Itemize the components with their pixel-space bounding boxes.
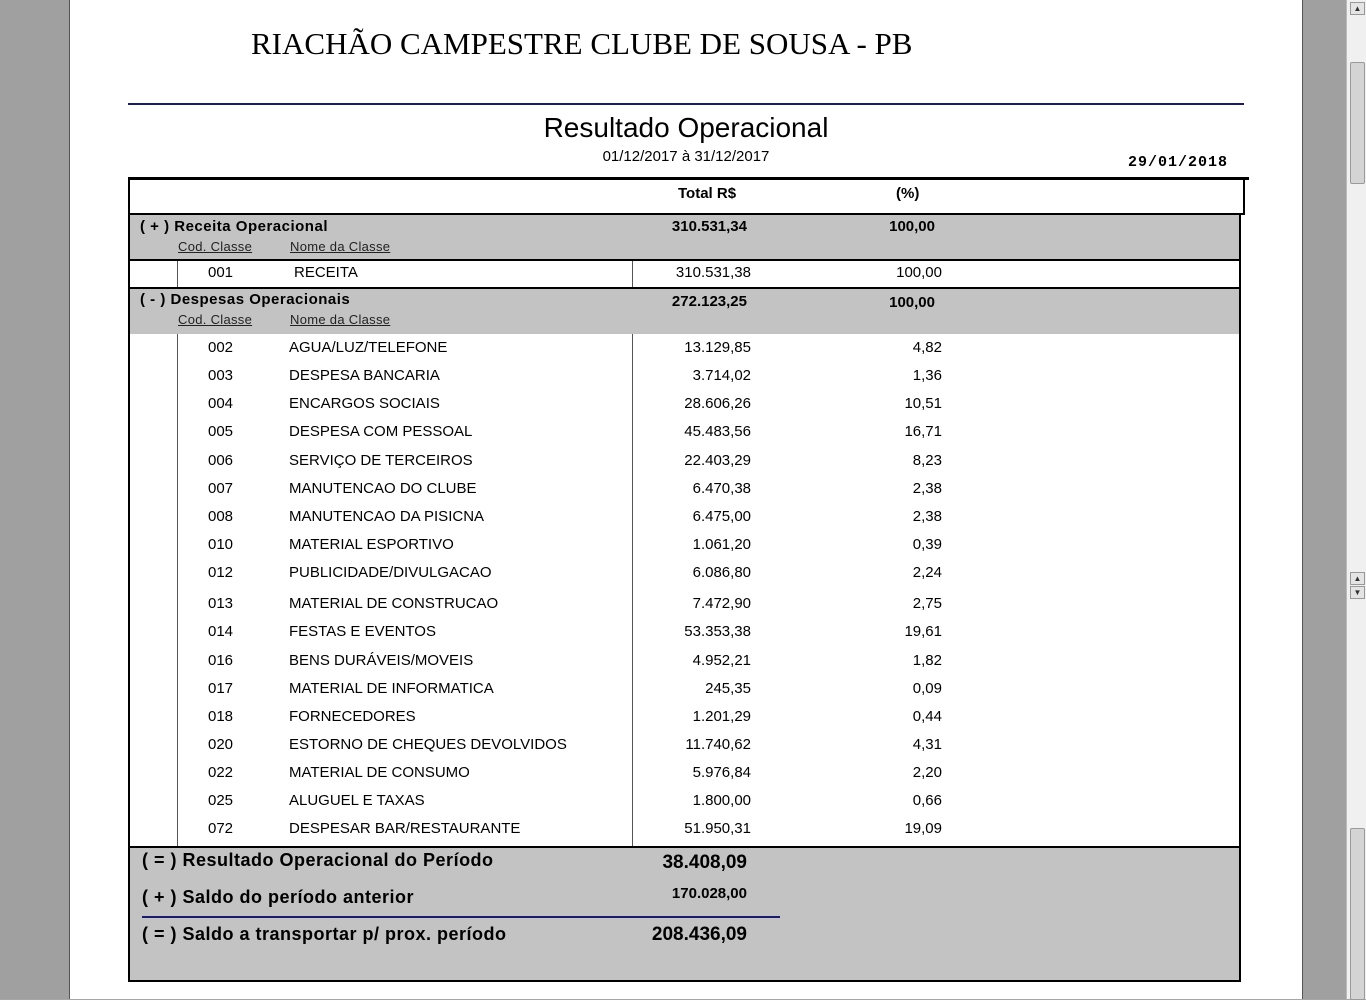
row-value: 45.483,56 — [684, 423, 751, 440]
row-name: AGUA/LUZ/TELEFONE — [289, 339, 448, 356]
table-row — [130, 623, 1243, 651]
row-name: MATERIAL DE CONSTRUCAO — [289, 595, 499, 612]
row-value: 51.950,31 — [684, 820, 751, 837]
table-row — [130, 536, 1243, 564]
row-cod: 002 — [208, 339, 234, 356]
row-name: MATERIAL DE INFORMATICA — [289, 680, 494, 697]
header-pct: (%) — [896, 185, 920, 202]
table-row — [130, 680, 1243, 708]
row-pct: 2,75 — [912, 595, 942, 612]
row-value: 28.606,26 — [684, 395, 751, 412]
row-name: MATERIAL DE CONSUMO — [289, 764, 470, 781]
report-page — [69, 0, 1303, 999]
row-pct: 4,82 — [912, 339, 942, 356]
table-row — [130, 736, 1243, 764]
row-name: MANUTENCAO DO CLUBE — [289, 480, 477, 497]
saldo-anterior-label: ( + ) Saldo do período anterior — [142, 887, 415, 907]
row-cod: 005 — [208, 423, 234, 440]
despesas-total: 272.123,25 — [671, 293, 747, 310]
row-pct: 2,38 — [912, 508, 942, 525]
row-name: FORNECEDORES — [289, 708, 416, 725]
row-value: 245,35 — [705, 680, 751, 697]
row-cod: 007 — [208, 480, 234, 497]
despesas-title: ( - ) Despesas Operacionais — [140, 291, 351, 308]
row-name: DESPESA BANCARIA — [289, 367, 440, 384]
table-row — [130, 820, 1243, 848]
receita-cod-label: Cod. Classe — [178, 239, 253, 254]
row-cod: 003 — [208, 367, 234, 384]
row-name: DESPESAR BAR/RESTAURANTE — [289, 820, 521, 837]
row-value: 53.353,38 — [684, 623, 751, 640]
table-row — [130, 564, 1243, 592]
table-row — [130, 367, 1243, 395]
row-cod: 006 — [208, 452, 234, 469]
row-name: PUBLICIDADE/DIVULGACAO — [289, 564, 492, 581]
row-value: 6.470,38 — [692, 480, 751, 497]
scrollbar-lower-thumb[interactable] — [1350, 828, 1365, 1000]
row-value: 4.952,21 — [692, 652, 751, 669]
receita-total: 310.531,34 — [671, 218, 747, 235]
row-pct: 0,66 — [912, 792, 942, 809]
row-pct: 2,24 — [912, 564, 942, 581]
saldo-transportar-label: ( = ) Saldo a transportar p/ prox. período — [142, 924, 507, 944]
header-total: Total R$ — [678, 185, 737, 202]
table-row — [130, 480, 1243, 508]
receita-rows — [128, 259, 1241, 289]
row-cod: 008 — [208, 508, 234, 525]
despesas-cod-label: Cod. Classe — [178, 312, 253, 327]
row-value: 7.472,90 — [692, 595, 751, 612]
row-value: 1.201,29 — [692, 708, 751, 725]
scroll-up-icon[interactable]: ▲ — [1350, 2, 1365, 15]
row-name: BENS DURÁVEIS/MOVEIS — [289, 652, 474, 669]
receita-title: ( + ) Receita Operacional — [140, 218, 328, 235]
row-cod: 004 — [208, 395, 234, 412]
summary-divider — [142, 916, 780, 918]
row-name: ESTORNO DE CHEQUES DEVOLVIDOS — [289, 736, 567, 753]
row-cod: 017 — [208, 680, 234, 697]
table-row — [130, 508, 1243, 536]
print-date: 29/01/2018 — [1128, 154, 1229, 171]
row-pct: 4,31 — [912, 736, 942, 753]
table-row — [130, 652, 1243, 680]
row-name: SERVIÇO DE TERCEIROS — [289, 452, 473, 469]
despesas-nome-label: Nome da Classe — [290, 312, 391, 327]
row-value: 22.403,29 — [684, 452, 751, 469]
despesas-rows — [128, 334, 1241, 846]
row-name: ENCARGOS SOCIAIS — [289, 395, 440, 412]
row-pct: 0,39 — [912, 536, 942, 553]
row-cod: 020 — [208, 736, 234, 753]
row-value: 11.740,62 — [685, 736, 751, 753]
despesas-section-header — [128, 287, 1241, 336]
row-pct: 8,23 — [912, 452, 942, 469]
row-pct: 2,38 — [912, 480, 942, 497]
row-name: MATERIAL ESPORTIVO — [289, 536, 454, 553]
table-header — [128, 180, 1245, 215]
report-title: Resultado Operacional — [543, 112, 829, 143]
row-value: 1.061,20 — [692, 536, 751, 553]
scroll-page-up-icon[interactable]: ▲ — [1350, 572, 1365, 585]
row-name: RECEITA — [294, 264, 358, 281]
receita-nome-label: Nome da Classe — [290, 239, 391, 254]
row-cod: 018 — [208, 708, 234, 725]
row-name: ALUGUEL E TAXAS — [289, 792, 425, 809]
row-value: 5.976,84 — [692, 764, 751, 781]
club-name: RIACHÃO CAMPESTRE CLUBE DE SOUSA - PB — [251, 26, 913, 61]
header-divider — [128, 103, 1244, 105]
row-cod: 072 — [208, 820, 234, 837]
table-row — [130, 764, 1243, 792]
row-value: 1.800,00 — [692, 792, 751, 809]
row-cod: 013 — [208, 595, 234, 612]
saldo-anterior-value: 170.028,00 — [671, 885, 747, 902]
row-name: FESTAS E EVENTOS — [289, 623, 436, 640]
table-row — [130, 792, 1243, 820]
resultado-value: 38.408,09 — [662, 852, 747, 873]
row-cod: 012 — [208, 564, 234, 581]
resultado-label: ( = ) Resultado Operacional do Período — [142, 850, 494, 870]
row-value: 3.714,02 — [692, 367, 751, 384]
row-value: 310.531,38 — [675, 264, 751, 281]
row-pct: 2,20 — [912, 764, 942, 781]
table-row — [130, 595, 1243, 623]
row-cod: 016 — [208, 652, 234, 669]
receita-section-header — [128, 213, 1241, 261]
row-pct: 1,36 — [912, 367, 942, 384]
report-period: 01/12/2017 à 31/12/2017 — [602, 148, 770, 165]
vertical-scrollbar[interactable] — [1346, 0, 1366, 999]
table-row — [130, 339, 1243, 367]
summary-footer — [128, 846, 1241, 982]
despesas-pct: 100,00 — [889, 294, 935, 311]
row-pct: 0,09 — [912, 680, 942, 697]
row-name: MANUTENCAO DA PISICNA — [289, 508, 485, 525]
row-value: 6.475,00 — [692, 508, 751, 525]
row-pct: 0,44 — [912, 708, 942, 725]
row-name: DESPESA COM PESSOAL — [289, 423, 473, 440]
scroll-page-down-icon[interactable]: ▼ — [1350, 586, 1365, 599]
table-row — [130, 708, 1243, 736]
row-pct: 19,61 — [904, 623, 942, 640]
saldo-transportar-value: 208.436,09 — [651, 924, 747, 945]
row-value: 13.129,85 — [684, 339, 751, 356]
row-pct: 16,71 — [904, 423, 942, 440]
row-cod: 010 — [208, 536, 234, 553]
table-row — [130, 423, 1243, 451]
row-cod: 001 — [208, 264, 234, 281]
row-cod: 022 — [208, 764, 234, 781]
row-pct: 1,82 — [912, 652, 942, 669]
scrollbar-thumb[interactable] — [1350, 62, 1365, 184]
row-pct: 19,09 — [904, 820, 942, 837]
table-row — [130, 452, 1243, 480]
row-pct: 10,51 — [904, 395, 942, 412]
row-pct: 100,00 — [896, 264, 942, 281]
table-row — [130, 395, 1243, 423]
receita-pct: 100,00 — [889, 218, 935, 235]
row-cod: 025 — [208, 792, 234, 809]
row-value: 6.086,80 — [692, 564, 751, 581]
row-cod: 014 — [208, 623, 234, 640]
